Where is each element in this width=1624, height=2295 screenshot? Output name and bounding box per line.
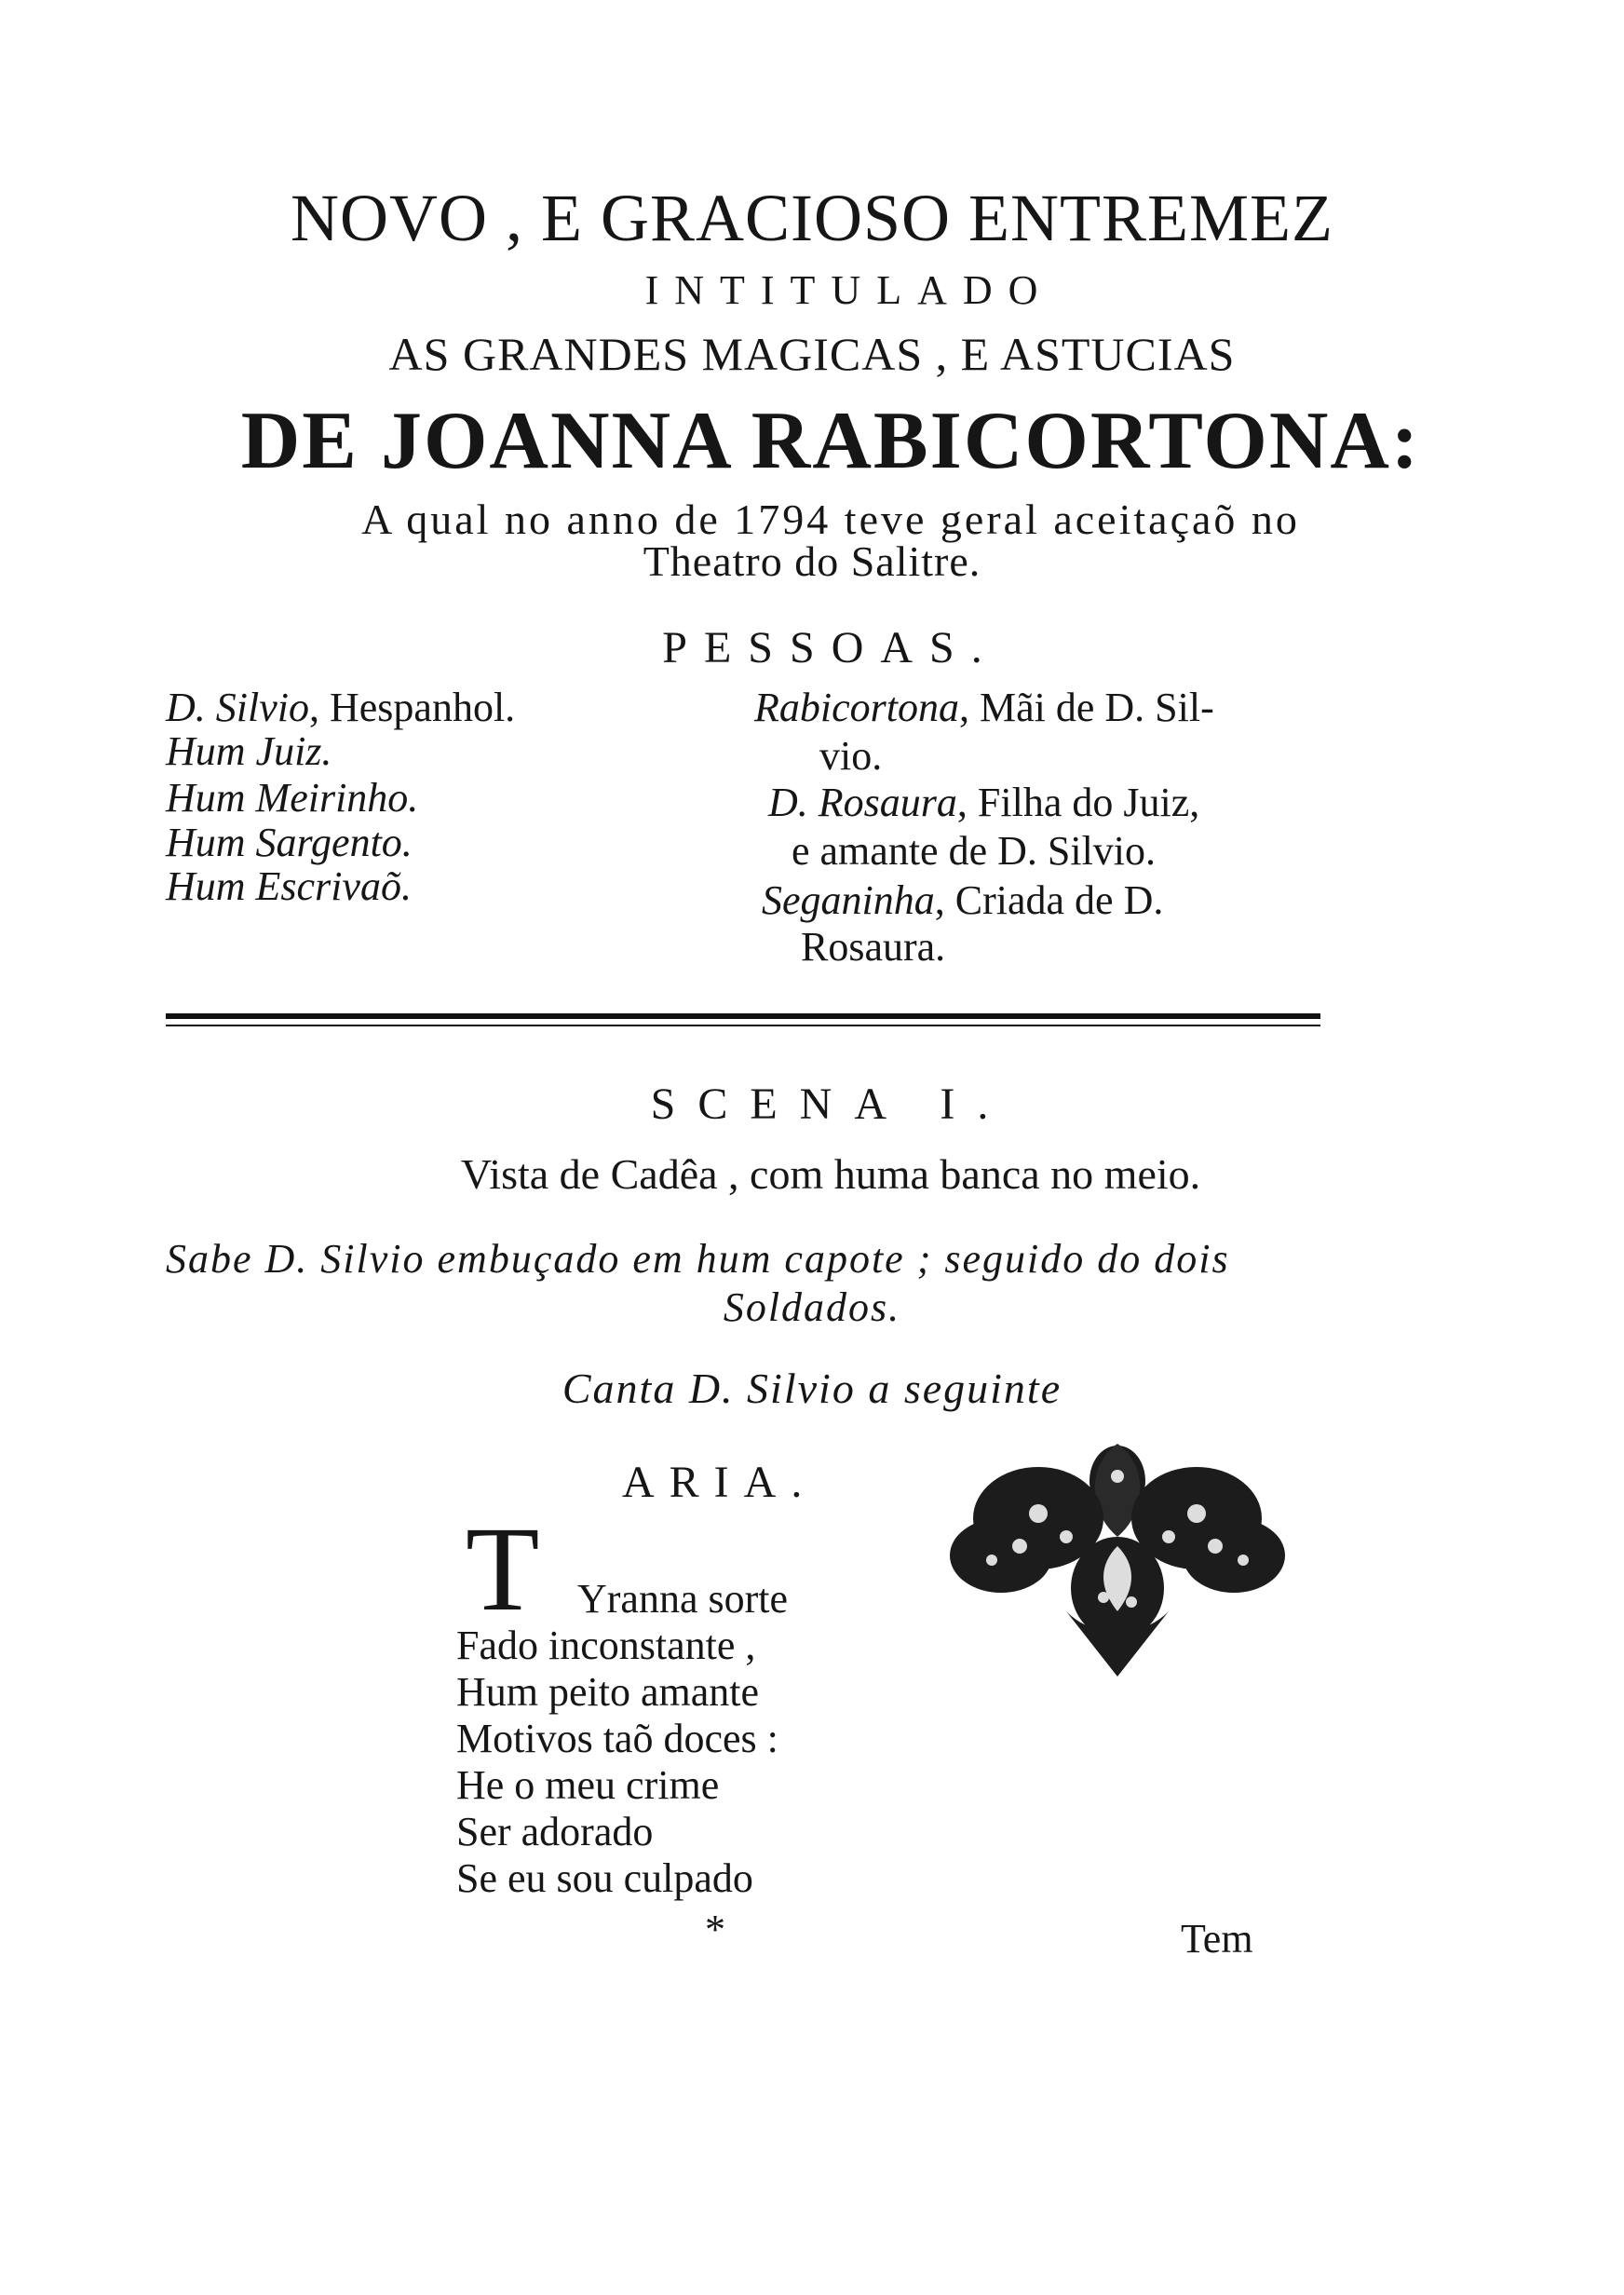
scene-heading: SCENA I. xyxy=(650,1080,1011,1129)
personae-left-1 xyxy=(166,687,515,728)
personae-left-2: Hum Juiz. xyxy=(166,728,332,774)
persona-desc: , Filha do Juiz, xyxy=(956,780,1200,825)
persona-role: D. Rosaura xyxy=(768,780,957,825)
persona-role: D. Silvio xyxy=(166,685,309,730)
divider-thin xyxy=(166,1025,1320,1026)
divider-thick xyxy=(166,1013,1320,1019)
personae-left-5: Hum Escrivaõ. xyxy=(166,863,412,909)
persona-desc: , Mãi de D. Sil- xyxy=(958,685,1214,730)
persona-role: Seganinha xyxy=(762,877,935,923)
aria-line-2: Fado inconstante , xyxy=(456,1623,756,1668)
aria-line-7: Se eu sou culpado xyxy=(456,1855,753,1901)
personae-heading: PESSOAS. xyxy=(662,623,999,672)
singing-direction: Canta D. Silvio a seguinte xyxy=(562,1365,1062,1412)
scene-setting: Vista de Cadêa , com huma banca no meio. xyxy=(460,1150,1201,1198)
signature-mark: * xyxy=(705,1907,725,1952)
stage-direction-line-1: Sabe D. Silvio embuçado em hum capote ; seguido do dois xyxy=(166,1236,1230,1282)
personae-right-6: Rosaura. xyxy=(801,924,946,970)
title-line-5: A qual no anno de 1794 teve geral aceitaçaõ no xyxy=(361,496,1300,543)
aria-line-6: Ser adorado xyxy=(456,1809,654,1854)
aria-heading: ARIA. xyxy=(622,1458,818,1507)
printers-ornament-icon xyxy=(917,1425,1318,1686)
personae-right-4: e amante de D. Silvio. xyxy=(792,828,1157,874)
personae-right-3 xyxy=(768,782,1199,823)
persona-desc: , Criada de D. xyxy=(934,877,1164,923)
persona-role: Rabicortona xyxy=(754,685,959,730)
title-line-1: NOVO , E GRACIOSO ENTREMEZ xyxy=(291,181,1333,255)
personae-right-1 xyxy=(754,687,1214,728)
aria-line-3: Hum peito amante xyxy=(456,1669,760,1715)
aria-line-5: He o meu crime xyxy=(456,1762,720,1808)
drop-cap: T xyxy=(466,1502,540,1636)
title-line-4: DE JOANNA RABICORTONA: xyxy=(240,396,1421,486)
persona-desc: , Hespanhol. xyxy=(308,685,516,730)
personae-left-4: Hum Sargento. xyxy=(166,820,413,865)
stage-direction-line-2: Soldados. xyxy=(723,1284,901,1330)
personae-right-2: vio. xyxy=(819,733,883,779)
catchword: Tem xyxy=(1181,1916,1253,1962)
personae-left-3: Hum Meirinho. xyxy=(166,775,419,821)
title-line-3: AS GRANDES MAGICAS , E ASTUCIAS xyxy=(388,328,1236,380)
aria-line-1: Yranna sorte xyxy=(577,1576,789,1622)
aria-line-4: Motivos taõ doces : xyxy=(456,1716,778,1761)
title-line-2: INTITULADO xyxy=(644,267,1054,313)
title-line-6: Theatro do Salitre. xyxy=(643,537,981,585)
personae-right-5 xyxy=(762,877,1164,923)
